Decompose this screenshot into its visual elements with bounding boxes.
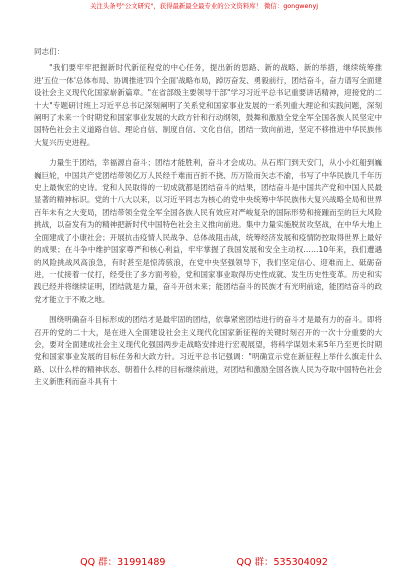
banner-text: 关注头条号"公文研究"，获得最新最全最专业的公文资料库！ 微信：gongwenyj	[89, 2, 319, 10]
document-body	[34, 36, 382, 389]
paragraph-gap	[34, 306, 382, 314]
greeting: 同志们：	[34, 47, 65, 56]
footer-contacts	[0, 554, 408, 568]
header-banner	[0, 2, 408, 28]
paragraph-3: 围绕明确奋斗目标形成的团结才是最牢固的团结，依靠紧密团结进行的奋斗才是最有力的奋斗。即将召开的党的二十大，是在进入全面建设社会主义现代化国家新征程的关键时刻召开的一次十分重要的大会，要对全面建成社会主义现代化强国两步走战略安排进行宏观展望，将科学谋划未来5年乃至更长时期党和国家事业发展的目标任务和大政方针。习近平总书记强调："明确宣示党在新征程上举什么旗走什么路、以什么样的精神状态、朝着什么样的目标继续前进，对团结和激励全国各族人民为夺取中国特色社会主义新胜利而奋斗具有十	[34, 315, 382, 387]
qq-group-2: QQ 群：535304092	[236, 557, 328, 568]
paragraph-2: 力量生于团结，幸福源自奋斗；团结才能胜利，奋斗才会成功。从石库门到天安门，从小小红船到巍巍巨轮，中国共产党团结带领亿万人民经千难而百折不挠、历万险而矢志不渝，书写了中华民族几千年历史上最恢宏的史诗。党和人民取得的一切成就都是团结奋斗的结果，团结奋斗是中国共产党和中国人民最显著的精神标识。党的十八大以来，以习近平同志为核心的党中央统筹中华民族伟大复兴战略全局和世界百年未有之大变局，团结带领全党全军全国各族人民有效应对严峻复杂的国际形势和接踵而至的巨大风险挑战，以奋发有为的精神把新时代中国特色社会主义推向前进。集中力量实施脱贫攻坚战，在中华大地上全面建成了小康社会；开展抗击疫情人民战争、总体战阻击战，统筹经济发展和疫情防控取得世界上最好的成果；在斗争中维护国家尊严和核心利益，牢牢掌握了我国发展和安全主动权……10年来，我们遭遇的风险挑战风高浪急，有时甚至是惊涛骇浪，在党中央坚强领导下，我们坚定信心、迎难而上、砥砺奋进，一仗接着一仗打，经受住了多方面考验，党和国家事业取得历史性成就、发生历史性变革。历史和实践已经并将继续证明，团结就是力量，奋斗开创未来；能团结奋斗的民族才有光明前途，能团结奋斗的政党才能立于不败之地。	[34, 158, 382, 304]
paragraph-1: "我们要牢牢把握新时代新征程党的中心任务，提出新的思路、新的战略、新的举措，继续统筹推进'五位一体'总体布局、协调推进'四个全面'战略布局，踔厉奋发、勇毅前行，团结奋斗，奋力谱写全面建设社会主义现代化国家崭新篇章。"在省部级主要领导干部"学习习近平总书记重要讲话精神，迎接党的二十大"专题研讨班上习近平总书记深刻阐明了关系党和国家事业发展的一系列重大理论和实践问题，深刻阐明了未来一个时期党和国家事业发展的大政方针和行动纲领，鼓舞和激励全党全军全国各族人民坚定中国特色社会主义道路自信、理论自信、制度自信、文化自信，团结一致向前进，坚定不移推进中华民族伟大复兴历史进程。	[34, 63, 382, 147]
qq-group-1: QQ 群：31991489	[80, 557, 166, 568]
paragraph-gap	[34, 149, 382, 157]
